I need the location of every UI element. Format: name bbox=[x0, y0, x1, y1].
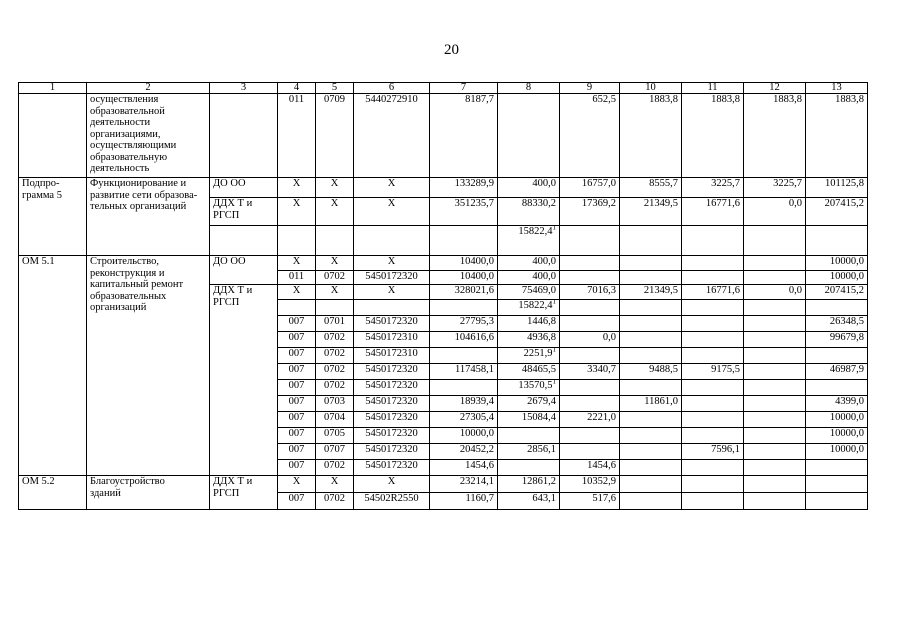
cell-c12 bbox=[744, 493, 806, 510]
cell-c6: Х bbox=[354, 198, 430, 226]
cell-c13: 101125,8 bbox=[806, 178, 868, 198]
cell-c5: 0703 bbox=[316, 396, 354, 412]
table-row bbox=[19, 476, 868, 493]
cell-c4: 007 bbox=[278, 332, 316, 348]
cell-c4 bbox=[278, 300, 316, 316]
cell-c9: 3340,7 bbox=[560, 364, 620, 380]
cell-c9: 17369,2 bbox=[560, 198, 620, 226]
cell-c7: 23214,1 bbox=[430, 476, 498, 493]
cell-c6: 5440272910 bbox=[354, 94, 430, 178]
cell-c6: 5450172320 bbox=[354, 364, 430, 380]
cell-c4: 007 bbox=[278, 380, 316, 396]
col-header: 10 bbox=[620, 83, 682, 94]
cell-c10 bbox=[620, 332, 682, 348]
cell-c13: 10000,0 bbox=[806, 271, 868, 285]
cell-c6: 5450172320 bbox=[354, 428, 430, 444]
cell-c8: 15822,4$^1$ bbox=[498, 226, 560, 256]
cell-c4: Х bbox=[278, 198, 316, 226]
cell-c11 bbox=[682, 428, 744, 444]
cell-c6: 5450172320 bbox=[354, 316, 430, 332]
cell-c9 bbox=[560, 316, 620, 332]
cell-c13 bbox=[806, 226, 868, 256]
cell-c4: Х bbox=[278, 476, 316, 493]
cell-c6: 5450172320 bbox=[354, 460, 430, 476]
cell-c8 bbox=[498, 428, 560, 444]
cell-c13 bbox=[806, 493, 868, 510]
cell-c7: 1160,7 bbox=[430, 493, 498, 510]
table-row bbox=[19, 94, 868, 178]
cell-c13: 10000,0 bbox=[806, 412, 868, 428]
col-header: 11 bbox=[682, 83, 744, 94]
cell-c12: 1883,8 bbox=[744, 94, 806, 178]
cell-c8: 1446,8 bbox=[498, 316, 560, 332]
cell-c13: 99679,8 bbox=[806, 332, 868, 348]
cell-c9 bbox=[560, 380, 620, 396]
cell-c8: 4936,8 bbox=[498, 332, 560, 348]
cell-c12 bbox=[744, 476, 806, 493]
cell-c9: 7016,3 bbox=[560, 285, 620, 300]
exec-cell: ДО ОО bbox=[210, 178, 278, 198]
cell-c4: 007 bbox=[278, 316, 316, 332]
cell-c5: 0702 bbox=[316, 332, 354, 348]
cell-c12 bbox=[744, 316, 806, 332]
exec-cell bbox=[210, 226, 278, 256]
cell-c5: Х bbox=[316, 476, 354, 493]
cell-c10 bbox=[620, 300, 682, 316]
cell-c6 bbox=[354, 226, 430, 256]
code-cell: Подпро- грамма 5 bbox=[19, 178, 87, 256]
cell-c7: 104616,6 bbox=[430, 332, 498, 348]
cell-c11 bbox=[682, 412, 744, 428]
cell-c7: 27795,3 bbox=[430, 316, 498, 332]
cell-c6 bbox=[354, 300, 430, 316]
cell-c11 bbox=[682, 460, 744, 476]
cell-c6: 5450172320 bbox=[354, 444, 430, 460]
cell-c5: 0702 bbox=[316, 460, 354, 476]
cell-c10 bbox=[620, 493, 682, 510]
cell-c6: 5450172310 bbox=[354, 348, 430, 364]
col-header: 12 bbox=[744, 83, 806, 94]
cell-c8: 400,0 bbox=[498, 271, 560, 285]
cell-c6: Х bbox=[354, 256, 430, 271]
cell-c4: 007 bbox=[278, 396, 316, 412]
cell-c10 bbox=[620, 444, 682, 460]
cell-c12: 3225,7 bbox=[744, 178, 806, 198]
cell-c11 bbox=[682, 493, 744, 510]
col-header: 7 bbox=[430, 83, 498, 94]
cell-c4: 007 bbox=[278, 428, 316, 444]
cell-c6: Х bbox=[354, 285, 430, 300]
cell-c11: 3225,7 bbox=[682, 178, 744, 198]
cell-c9: 652,5 bbox=[560, 94, 620, 178]
cell-c9 bbox=[560, 256, 620, 271]
cell-c5: 0709 bbox=[316, 94, 354, 178]
cell-c5: 0707 bbox=[316, 444, 354, 460]
budget-table bbox=[18, 82, 868, 510]
cell-c13 bbox=[806, 300, 868, 316]
cell-c5: Х bbox=[316, 256, 354, 271]
cell-c4: 007 bbox=[278, 348, 316, 364]
cell-c4: 011 bbox=[278, 94, 316, 178]
table-row bbox=[19, 256, 868, 271]
cell-c7 bbox=[430, 300, 498, 316]
header-row bbox=[19, 83, 868, 94]
cell-c13 bbox=[806, 476, 868, 493]
cell-c7: 10400,0 bbox=[430, 271, 498, 285]
cell-c9: 2221,0 bbox=[560, 412, 620, 428]
cell-c10: 8555,7 bbox=[620, 178, 682, 198]
cell-c8: 48465,5 bbox=[498, 364, 560, 380]
cell-c7: 10000,0 bbox=[430, 428, 498, 444]
cell-c11 bbox=[682, 316, 744, 332]
cell-c11: 16771,6 bbox=[682, 198, 744, 226]
cell-c13 bbox=[806, 348, 868, 364]
cell-c11 bbox=[682, 332, 744, 348]
cell-c9 bbox=[560, 444, 620, 460]
cell-c13 bbox=[806, 380, 868, 396]
cell-c12: 0,0 bbox=[744, 198, 806, 226]
name-cell: Благоустройство зданий bbox=[87, 476, 210, 510]
col-header: 4 bbox=[278, 83, 316, 94]
cell-c7 bbox=[430, 226, 498, 256]
cell-c4: 011 bbox=[278, 271, 316, 285]
cell-c7: 328021,6 bbox=[430, 285, 498, 300]
cell-c8: 15822,4$^1$ bbox=[498, 300, 560, 316]
cell-c12 bbox=[744, 348, 806, 364]
cell-c12 bbox=[744, 300, 806, 316]
cell-c7: 20452,2 bbox=[430, 444, 498, 460]
cell-c12 bbox=[744, 412, 806, 428]
cell-c5: Х bbox=[316, 178, 354, 198]
table-row bbox=[19, 178, 868, 198]
cell-c7: 27305,4 bbox=[430, 412, 498, 428]
cell-c4: 007 bbox=[278, 444, 316, 460]
cell-c9 bbox=[560, 271, 620, 285]
cell-c11: 1883,8 bbox=[682, 94, 744, 178]
col-header: 8 bbox=[498, 83, 560, 94]
name-cell: Функционирование и развитие сети образова- тельных организаций bbox=[87, 178, 210, 256]
cell-c7: 351235,7 bbox=[430, 198, 498, 226]
cell-c5: 0701 bbox=[316, 316, 354, 332]
cell-c10: 9488,5 bbox=[620, 364, 682, 380]
cell-c10 bbox=[620, 316, 682, 332]
cell-c12 bbox=[744, 380, 806, 396]
cell-c5: Х bbox=[316, 198, 354, 226]
code-cell: ОМ 5.1 bbox=[19, 256, 87, 476]
cell-c9: 16757,0 bbox=[560, 178, 620, 198]
cell-c4: 007 bbox=[278, 493, 316, 510]
cell-c8: 643,1 bbox=[498, 493, 560, 510]
cell-c9: 1454,6 bbox=[560, 460, 620, 476]
cell-c13: 4399,0 bbox=[806, 396, 868, 412]
cell-c8 bbox=[498, 460, 560, 476]
cell-c8: 75469,0 bbox=[498, 285, 560, 300]
cell-c10 bbox=[620, 380, 682, 396]
exec-cell: ДДХ Т и РГСП bbox=[210, 285, 278, 476]
cell-c4: 007 bbox=[278, 460, 316, 476]
cell-c6: Х bbox=[354, 178, 430, 198]
cell-c10: 11861,0 bbox=[620, 396, 682, 412]
cell-c11 bbox=[682, 476, 744, 493]
cell-c7: 117458,1 bbox=[430, 364, 498, 380]
cell-c5: 0702 bbox=[316, 380, 354, 396]
name-cell: осуществления образовательной деятельности организациями, осуществляющими образовательную деятельность bbox=[87, 94, 210, 178]
cell-c4 bbox=[278, 226, 316, 256]
cell-c11 bbox=[682, 226, 744, 256]
cell-c11 bbox=[682, 348, 744, 364]
cell-c7: 1454,6 bbox=[430, 460, 498, 476]
cell-c9 bbox=[560, 428, 620, 444]
cell-c7: 8187,7 bbox=[430, 94, 498, 178]
cell-c8: 15084,4 bbox=[498, 412, 560, 428]
cell-c13: 207415,2 bbox=[806, 198, 868, 226]
cell-c10 bbox=[620, 348, 682, 364]
cell-c9: 0,0 bbox=[560, 332, 620, 348]
cell-c9: 10352,9 bbox=[560, 476, 620, 493]
cell-c12 bbox=[744, 444, 806, 460]
cell-c5: 0705 bbox=[316, 428, 354, 444]
cell-c7 bbox=[430, 380, 498, 396]
cell-c8: 400,0 bbox=[498, 178, 560, 198]
cell-c8: 2856,1 bbox=[498, 444, 560, 460]
cell-c13 bbox=[806, 460, 868, 476]
cell-c4: Х bbox=[278, 256, 316, 271]
cell-c6: 5450172310 bbox=[354, 332, 430, 348]
cell-c4: Х bbox=[278, 285, 316, 300]
cell-c11 bbox=[682, 396, 744, 412]
page-number: 20 bbox=[444, 42, 459, 58]
cell-c10 bbox=[620, 271, 682, 285]
cell-c8: 2251,9$^1$ bbox=[498, 348, 560, 364]
col-header: 2 bbox=[87, 83, 210, 94]
exec-cell: ДДХ Т и РГСП bbox=[210, 476, 278, 510]
cell-c5: 0702 bbox=[316, 348, 354, 364]
cell-c9 bbox=[560, 348, 620, 364]
cell-c9 bbox=[560, 226, 620, 256]
cell-c7: 18939,4 bbox=[430, 396, 498, 412]
cell-c8: 2679,4 bbox=[498, 396, 560, 412]
cell-c10: 21349,5 bbox=[620, 198, 682, 226]
cell-c13: 207415,2 bbox=[806, 285, 868, 300]
cell-c12: 0,0 bbox=[744, 285, 806, 300]
col-header: 3 bbox=[210, 83, 278, 94]
cell-c6: 5450172320 bbox=[354, 412, 430, 428]
cell-c12 bbox=[744, 460, 806, 476]
cell-c5: 0702 bbox=[316, 493, 354, 510]
cell-c8: 12861,2 bbox=[498, 476, 560, 493]
cell-c12 bbox=[744, 396, 806, 412]
cell-c9 bbox=[560, 396, 620, 412]
cell-c8: 88330,2 bbox=[498, 198, 560, 226]
cell-c12 bbox=[744, 226, 806, 256]
cell-c10: 1883,8 bbox=[620, 94, 682, 178]
cell-c6: 5450172320 bbox=[354, 396, 430, 412]
cell-c5: Х bbox=[316, 285, 354, 300]
col-header: 13 bbox=[806, 83, 868, 94]
cell-c10 bbox=[620, 226, 682, 256]
cell-c12 bbox=[744, 364, 806, 380]
cell-c4: 007 bbox=[278, 364, 316, 380]
cell-c5 bbox=[316, 300, 354, 316]
cell-c11: 7596,1 bbox=[682, 444, 744, 460]
cell-c12 bbox=[744, 332, 806, 348]
cell-c12 bbox=[744, 428, 806, 444]
cell-c13: 10000,0 bbox=[806, 256, 868, 271]
col-header: 6 bbox=[354, 83, 430, 94]
cell-c13: 26348,5 bbox=[806, 316, 868, 332]
cell-c7 bbox=[430, 348, 498, 364]
col-header: 1 bbox=[19, 83, 87, 94]
cell-c10 bbox=[620, 428, 682, 444]
cell-c13: 10000,0 bbox=[806, 428, 868, 444]
cell-c6: 5450172320 bbox=[354, 271, 430, 285]
cell-c5: 0702 bbox=[316, 364, 354, 380]
cell-c9 bbox=[560, 300, 620, 316]
cell-c7: 133289,9 bbox=[430, 178, 498, 198]
cell-c13: 1883,8 bbox=[806, 94, 868, 178]
cell-c9: 517,6 bbox=[560, 493, 620, 510]
code-cell bbox=[19, 94, 87, 178]
name-cell: Строительство, реконструкция и капитальный ремонт образовательных организаций bbox=[87, 256, 210, 476]
cell-c6: 5450172320 bbox=[354, 380, 430, 396]
exec-cell bbox=[210, 94, 278, 178]
code-cell: ОМ 5.2 bbox=[19, 476, 87, 510]
cell-c11 bbox=[682, 256, 744, 271]
cell-c12 bbox=[744, 256, 806, 271]
cell-c4: 007 bbox=[278, 412, 316, 428]
cell-c8: 13570,5$^1$ bbox=[498, 380, 560, 396]
col-header: 5 bbox=[316, 83, 354, 94]
cell-c13: 10000,0 bbox=[806, 444, 868, 460]
cell-c6: Х bbox=[354, 476, 430, 493]
cell-c13: 46987,9 bbox=[806, 364, 868, 380]
cell-c5: 0704 bbox=[316, 412, 354, 428]
cell-c10 bbox=[620, 256, 682, 271]
cell-c11: 16771,6 bbox=[682, 285, 744, 300]
cell-c10 bbox=[620, 476, 682, 493]
exec-cell: ДДХ Т и РГСП bbox=[210, 198, 278, 226]
cell-c11: 9175,5 bbox=[682, 364, 744, 380]
cell-c11 bbox=[682, 380, 744, 396]
cell-c11 bbox=[682, 271, 744, 285]
cell-c8: 400,0 bbox=[498, 256, 560, 271]
cell-c11 bbox=[682, 300, 744, 316]
cell-c10: 21349,5 bbox=[620, 285, 682, 300]
cell-c5: 0702 bbox=[316, 271, 354, 285]
col-header: 9 bbox=[560, 83, 620, 94]
cell-c10 bbox=[620, 460, 682, 476]
cell-c10 bbox=[620, 412, 682, 428]
cell-c5 bbox=[316, 226, 354, 256]
cell-c12 bbox=[744, 271, 806, 285]
cell-c6: 54502R2550 bbox=[354, 493, 430, 510]
cell-c4: Х bbox=[278, 178, 316, 198]
cell-c8 bbox=[498, 94, 560, 178]
exec-cell: ДО ОО bbox=[210, 256, 278, 285]
cell-c7: 10400,0 bbox=[430, 256, 498, 271]
